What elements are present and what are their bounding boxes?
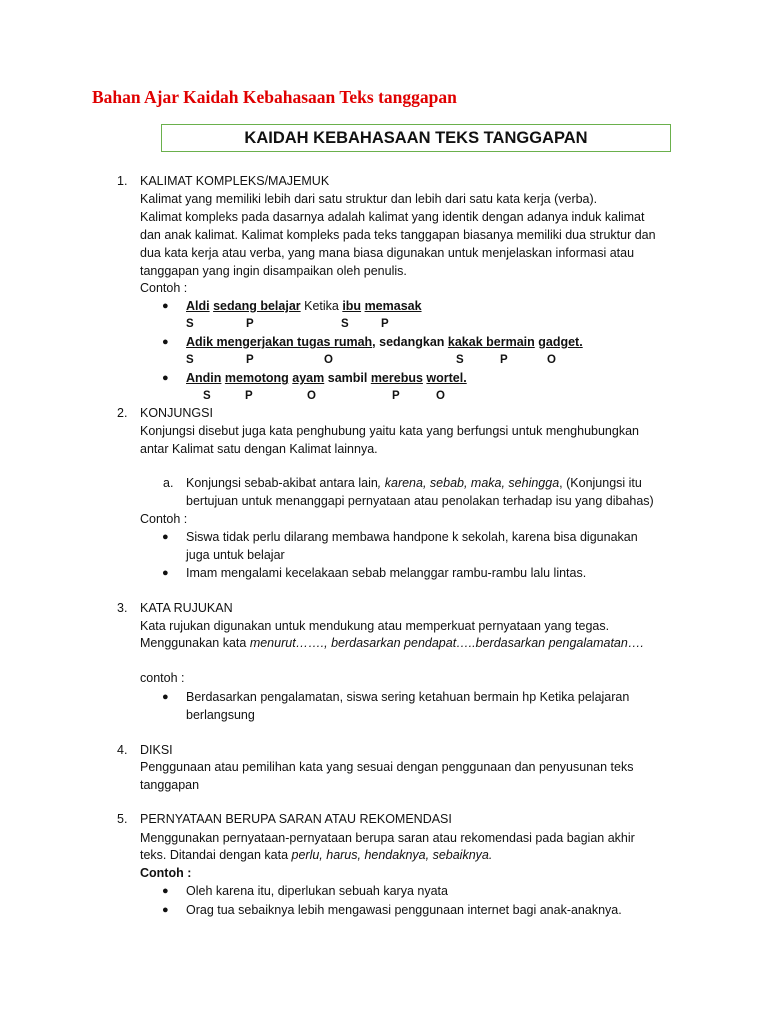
section-3-paragraph-line: Menggunakan kata menurut……., berdasarkan pendapat…..berdasarkan pengalamatan….	[140, 636, 644, 650]
bullet-icon: ●	[162, 885, 169, 897]
section-3-number: 3.	[117, 601, 128, 615]
example-2-sentence: Adik mengerjakan tugas rumah, sedangkan kakak bermain gadget.	[186, 335, 583, 349]
section-2-heading: KONJUNGSI	[140, 406, 213, 420]
bullet-icon: ●	[162, 300, 169, 312]
section-2-example: juga untuk belajar	[186, 548, 285, 562]
section-3-contoh-label: contoh :	[140, 671, 185, 685]
bullet-icon: ●	[162, 531, 169, 543]
spo-label: O	[324, 354, 333, 366]
section-2-paragraph-line: Konjungsi disebut juga kata penghubung yaitu kata yang berfungsi untuk menghubungkan	[140, 424, 639, 438]
section-2-example: Imam mengalami kecelakaan sebab melanggar rambu-rambu lalu lintas.	[186, 566, 587, 580]
spo-label: P	[392, 390, 400, 402]
section-5-paragraph-line: Menggunakan pernyataan-pernyataan berupa saran atau rekomendasi pada bagian akhir	[140, 831, 635, 845]
section-5-example: Oleh karena itu, diperlukan sebuah karya nyata	[186, 884, 448, 898]
section-1-number: 1.	[117, 174, 128, 188]
bullet-icon: ●	[162, 691, 169, 703]
document-title: Bahan Ajar Kaidah Kebahasaan Teks tanggapan	[92, 87, 457, 107]
section-2-number: 2.	[117, 406, 128, 420]
example-3-sentence: Andin memotong ayam sambil merebus wortel.	[186, 371, 467, 385]
section-5-heading: PERNYATAAN BERUPA SARAN ATAU REKOMENDASI	[140, 812, 452, 826]
section-1-paragraph-line: tanggapan yang ingin disampaikan oleh penulis.	[140, 264, 407, 278]
section-5-paragraph-line: teks. Ditandai dengan kata perlu, harus, hendaknya, sebaiknya.	[140, 848, 493, 862]
spo-label: P	[245, 390, 253, 402]
section-1-paragraph-line: dua kata kerja atau verba, yang mana biasa digunakan untuk menjelaskan informasi atau	[140, 246, 635, 260]
section-4-paragraph-line: Penggunaan atau pemilihan kata yang sesuai dengan penggunaan dan penyusunan teks	[140, 760, 634, 774]
section-3-paragraph-line: Kata rujukan digunakan untuk mendukung atau memperkuat pernyataan yang tegas.	[140, 619, 610, 633]
spo-label: P	[246, 318, 254, 330]
section-title: KAIDAH KEBAHASAAN TEKS TANGGAPAN	[244, 129, 588, 147]
section-2-contoh-label: Contoh :	[140, 512, 188, 526]
spo-label: O	[307, 390, 316, 402]
section-3-example: Berdasarkan pengalamatan, siswa sering ketahuan bermain hp Ketika pelajaran	[186, 690, 630, 704]
section-1-paragraph-line: Kalimat yang memiliki lebih dari satu struktur dan lebih dari satu kata kerja (verba).	[140, 192, 598, 206]
spo-label: S	[186, 354, 194, 366]
spo-label: O	[547, 354, 556, 366]
example-1-sentence: Aldi sedang belajar Ketika ibu memasak	[186, 299, 422, 313]
spo-label: P	[381, 318, 389, 330]
spo-label: O	[436, 390, 445, 402]
section-3-example: berlangsung	[186, 708, 255, 722]
konjungsi-a-line: Konjungsi sebab-akibat antara lain, karena, sebab, maka, sehingga, (Konjungsi itu	[186, 476, 642, 490]
section-1-contoh-label: Contoh :	[140, 281, 188, 295]
bullet-icon: ●	[162, 904, 169, 916]
section-title-box	[161, 124, 671, 152]
list-label-a: a.	[163, 476, 174, 490]
section-5-number: 5.	[117, 812, 128, 826]
konjungsi-a-line: bertujuan untuk menanggapi pernyataan atau penolakan terhadap isu yang dibahas)	[186, 494, 654, 508]
section-3-heading: KATA RUJUKAN	[140, 601, 233, 615]
spo-label: S	[186, 318, 194, 330]
section-4-heading: DIKSI	[140, 743, 173, 757]
spo-label: S	[203, 390, 211, 402]
section-4-number: 4.	[117, 743, 128, 757]
bullet-icon: ●	[162, 372, 169, 384]
section-2-example: Siswa tidak perlu dilarang membawa handpone k sekolah, karena bisa digunakan	[186, 530, 638, 544]
section-1-paragraph-line: dan anak kalimat. Kalimat kompleks pada teks tanggapan biasanya memiliki dua struktur dan	[140, 228, 656, 242]
section-5-contoh-label: Contoh :	[140, 866, 192, 880]
section-4-paragraph-line: tanggapan	[140, 778, 200, 792]
section-5-example: Orag tua sebaiknya lebih mengawasi penggunaan internet bagi anak-anaknya.	[186, 903, 622, 917]
section-2-paragraph-line: antar Kalimat satu dengan Kalimat lainnya.	[140, 442, 378, 456]
spo-label: P	[500, 354, 508, 366]
bullet-icon: ●	[162, 336, 169, 348]
bullet-icon: ●	[162, 567, 169, 579]
section-1-heading: KALIMAT KOMPLEKS/MAJEMUK	[140, 174, 330, 188]
section-1-paragraph-line: Kalimat kompleks pada dasarnya adalah kalimat yang identik dengan adanya induk kalimat	[140, 210, 645, 224]
spo-label: P	[246, 354, 254, 366]
spo-label: S	[456, 354, 464, 366]
spo-label: S	[341, 318, 349, 330]
